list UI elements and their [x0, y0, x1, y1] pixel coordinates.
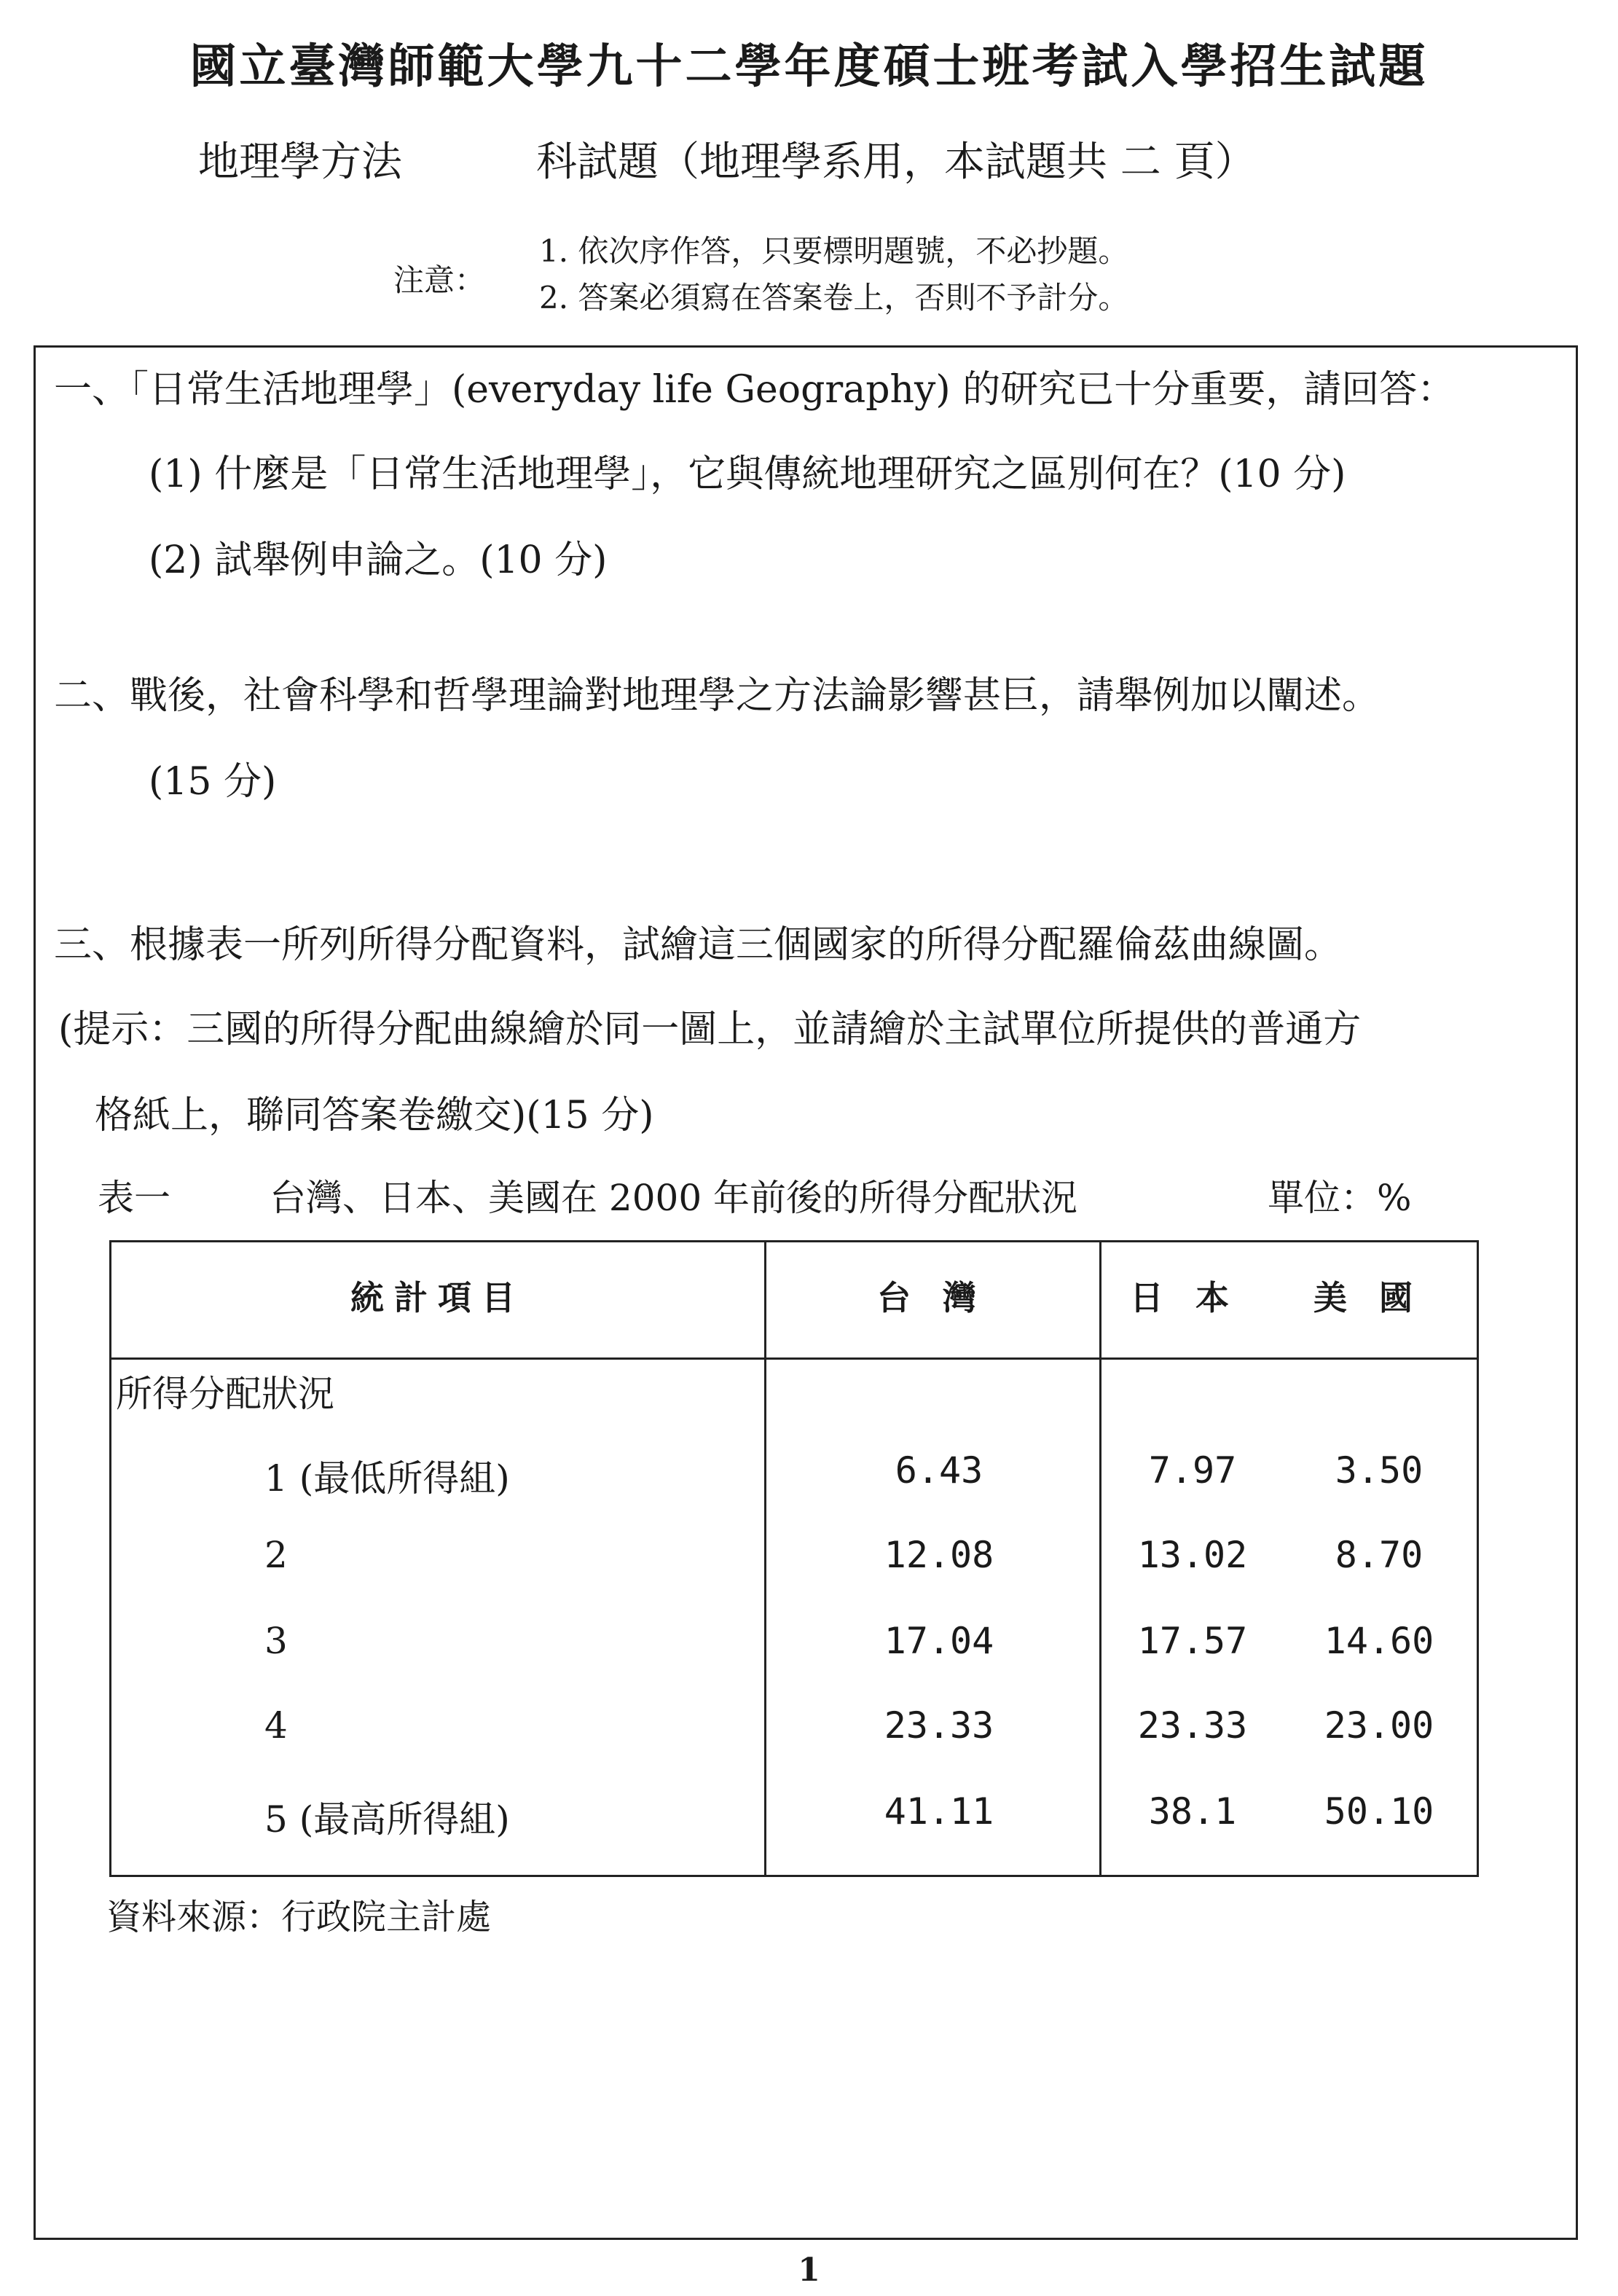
value-taiwan: 17.04	[884, 1620, 994, 1662]
income-distribution-table	[109, 1240, 1479, 1877]
row-label: 1 (最低所得組)	[264, 1457, 510, 1500]
exam-subtitle: 科試題（地理學系用，本試題共 二 頁）	[536, 138, 1256, 186]
value-taiwan: 23.33	[884, 1704, 994, 1747]
notice-label: 注意：	[393, 262, 486, 298]
value-usa: 23.00	[1324, 1704, 1434, 1747]
value-usa: 8.70	[1335, 1534, 1423, 1576]
row-label: 2	[264, 1534, 288, 1576]
header-item: 統計項目	[350, 1278, 525, 1317]
page-number: 1	[798, 2252, 820, 2289]
table-caption: 台灣、日本、美國在 2000 年前後的所得分配狀況	[270, 1177, 1078, 1219]
section-label: 所得分配狀況	[116, 1373, 334, 1415]
question-1-sub-2: (2) 試舉例申論之。(10 分)	[149, 538, 608, 582]
value-usa: 3.50	[1335, 1449, 1423, 1492]
notice-item: 2. 答案必須寫在答案卷上，否則不予計分。	[539, 280, 1129, 316]
table-header-divider	[111, 1357, 1477, 1360]
question-2: 二、戰後，社會科學和哲學理論對地理學之方法論影響甚巨，請舉例加以闡述。	[54, 674, 1381, 718]
header-taiwan: 台 灣	[876, 1278, 986, 1317]
question-1: 一、「日常生活地理學」(everyday life Geography) 的研究已十分重要，請回答：	[54, 368, 1456, 412]
table-label: 表一	[98, 1177, 170, 1219]
question-3-hint: (提示：三國的所得分配曲線繪於同一圖上，並請繪於主試單位所提供的普通方	[58, 1008, 1362, 1051]
value-usa: 14.60	[1324, 1620, 1434, 1662]
source-note: 資料來源：行政院主計處	[106, 1897, 492, 1938]
value-japan: 23.33	[1137, 1704, 1248, 1747]
value-japan: 38.1	[1148, 1790, 1237, 1833]
table-divider	[1099, 1242, 1101, 1875]
value-taiwan: 6.43	[895, 1449, 983, 1492]
exam-title: 國立臺灣師範大學九十二學年度碩士班考試入學招生試題	[189, 39, 1429, 94]
row-label: 3	[264, 1620, 288, 1662]
table-divider	[764, 1242, 766, 1875]
value-japan: 13.02	[1137, 1534, 1248, 1576]
row-label: 5 (最高所得組)	[264, 1798, 510, 1841]
value-usa: 50.10	[1324, 1790, 1434, 1833]
header-japan: 日 本	[1130, 1278, 1240, 1317]
question-3-hint-cont: 格紙上，聯同答案卷繳交)(15 分)	[95, 1094, 654, 1137]
row-label: 4	[264, 1704, 288, 1747]
question-1-sub-1: (1) 什麼是「日常生活地理學」，它與傳統地理研究之區別何在？(10 分)	[149, 452, 1346, 496]
value-taiwan: 41.11	[884, 1790, 994, 1833]
value-taiwan: 12.08	[884, 1534, 994, 1576]
notice-item: 1. 依次序作答，只要標明題號，不必抄題。	[539, 233, 1129, 269]
table-unit: 單位：%	[1268, 1177, 1412, 1219]
value-japan: 17.57	[1137, 1620, 1248, 1662]
question-2-score: (15 分)	[149, 760, 277, 804]
question-3: 三、根據表一所列所得分配資料，試繪這三個國家的所得分配羅倫茲曲線圖。	[54, 923, 1343, 967]
subject-name: 地理學方法	[198, 138, 402, 186]
value-japan: 7.97	[1148, 1449, 1237, 1492]
header-usa: 美 國	[1313, 1278, 1423, 1317]
